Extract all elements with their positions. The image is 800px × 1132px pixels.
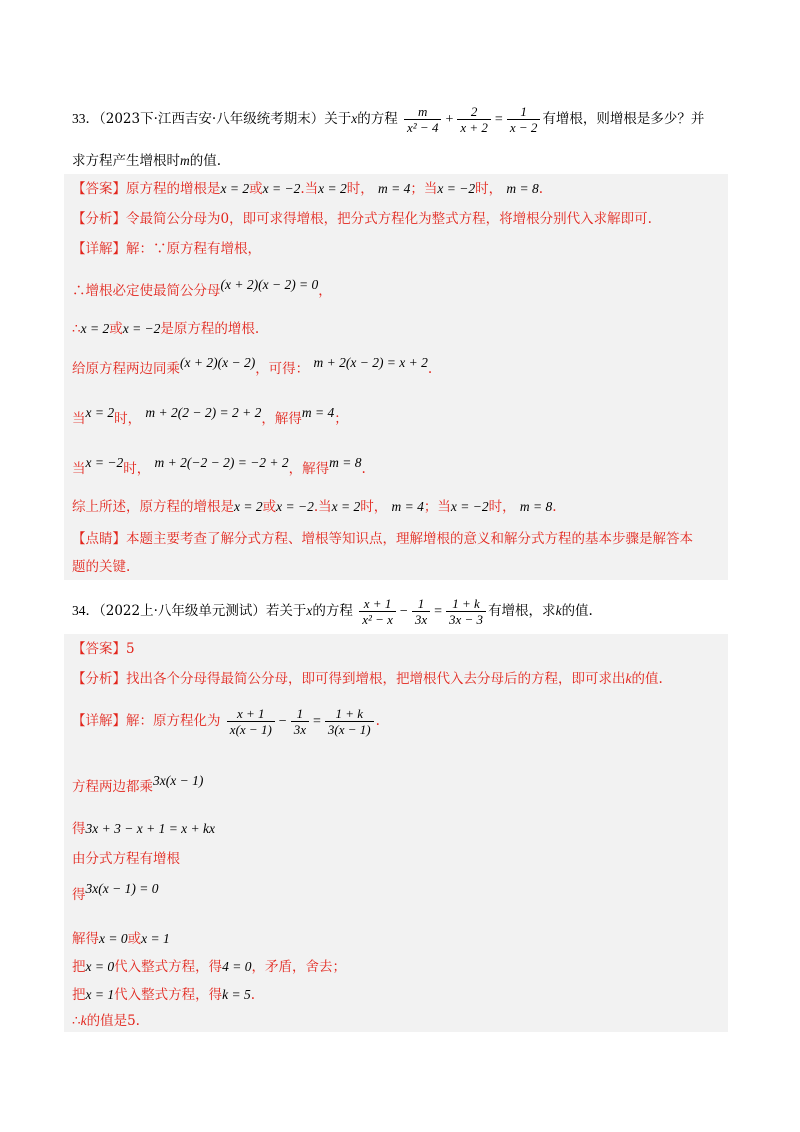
q33-eq-f3-num: 1 — [507, 104, 541, 120]
q33-stem-line2 — [72, 150, 221, 172]
q34-stem-d: 的值. — [561, 603, 593, 619]
q33-s4-d: ； — [334, 411, 348, 427]
q33-s2-b: 是原方程的增根. — [160, 321, 260, 337]
q34-s6-a: 把 — [72, 959, 86, 975]
q33-detail — [72, 238, 261, 260]
q33-s5-b: 时， — [123, 461, 151, 477]
q34-analysis — [72, 668, 663, 690]
q33-s5-m3: m = 8 — [329, 455, 362, 470]
q33-s6-a: 综上所述，原方程的增根是 — [72, 499, 234, 515]
q33-eq-plus: + — [445, 111, 454, 127]
q33-s6-or: 或 — [262, 499, 277, 515]
q34-stem-c: 有增根，求 — [488, 603, 556, 619]
q34-eq-f2-den: 3x — [414, 612, 428, 627]
q33-s2-m2: x = −2 — [122, 321, 161, 336]
q34-s6-m2: 4 = 0 — [222, 959, 252, 974]
q33-detail-text: 解：∵原方程有增根， — [126, 241, 261, 257]
q34-eq-f3-den: 3x − 3 — [449, 612, 484, 627]
q33-s6-m1: x = 2 — [234, 499, 263, 514]
q34-d-f1-den: x(x − 1) — [229, 722, 272, 737]
q34-step-5 — [72, 928, 170, 950]
q33-stem2-var: m — [180, 153, 190, 168]
q33-s1-b: ， — [318, 283, 332, 299]
q34-s6-b: 代入整式方程，得 — [114, 959, 223, 975]
q33-s4-m1: x = 2 — [85, 405, 115, 420]
q34-eq-fraction-2 — [412, 596, 430, 627]
q34-d-f2-den: 3x — [293, 722, 306, 737]
q34-detail-b: . — [375, 713, 380, 729]
q34-s7-b: 代入整式方程，得 — [114, 987, 223, 1003]
q33-s5-a: 当 — [72, 461, 86, 477]
q34-s5-or: 或 — [127, 931, 142, 947]
q33-step-1 — [72, 277, 332, 302]
q33-stem-text-c: 有增根，则增根是多少？并 — [542, 111, 705, 127]
q34-step-3 — [72, 848, 180, 870]
q34-s2-m: 3x + 3 − x + 1 = x + kx — [85, 821, 216, 836]
q34-d-f3-den: 3(x − 1) — [327, 722, 371, 737]
q34-analysis-a: 找出各个分母得最简公分母，即可得到增根，把增根代入去分母后的方程，即可求出 — [126, 671, 626, 687]
q34-s1-m: 3x(x − 1) — [153, 773, 204, 788]
q33-answer-m5: x = −2 — [437, 181, 476, 196]
q33-comment-text-2: 题的关键. — [72, 559, 131, 575]
q33-s6-b: .当 — [313, 499, 332, 515]
q33-s3-c: . — [427, 361, 433, 377]
q34-d-f2-num: 1 — [291, 706, 309, 722]
q34-detail — [72, 706, 380, 737]
q34-s5-a: 解得 — [72, 931, 99, 947]
q34-answer-tag: 【答案】 — [72, 641, 126, 657]
q33-s6-m3: x = 2 — [331, 499, 361, 514]
q33-s3-m1: (x + 2)(x − 2) — [180, 355, 256, 370]
q33-source: （2023下·江西吉安·八年级统考期末） — [99, 111, 325, 127]
q34-s8-a: ∴ — [72, 1013, 81, 1029]
q33-s3-b: ，可得： — [255, 361, 310, 377]
q34-detail-fraction-1 — [227, 706, 275, 737]
q33-s6-m6: m = 8 — [519, 499, 553, 514]
q33-stem-var: x — [351, 111, 358, 126]
q33-comment-text-1: 本题主要考查了解分式方程、增根等知识点，理解增根的意义和解分式方程的基本步骤是解答本 — [126, 531, 693, 547]
q33-s5-d: . — [361, 461, 366, 477]
q33-s4-m3: m = 4 — [301, 405, 335, 420]
q33-eq-f1-num: m — [404, 104, 441, 120]
q34-s5-m1: x = 0 — [99, 931, 128, 946]
q33-eq-f1-den: x² − 4 — [407, 120, 439, 135]
q34-eq-f3-num: 1 + k — [446, 596, 486, 612]
q33-analysis-text: 令最简公分母为0，即可求得增根，把分式方程化为整式方程，将增根分别代入求解即可. — [126, 211, 652, 227]
q34-detail-fraction-3 — [325, 706, 374, 737]
q33-eq-fraction-1 — [404, 104, 441, 135]
q33-step-3 — [72, 355, 433, 380]
q33-comment-line2 — [72, 556, 130, 578]
q34-detail-tag: 【详解】 — [72, 713, 126, 729]
q33-s5-c: ，解得 — [288, 461, 330, 477]
q33-answer-tag: 【答案】 — [72, 181, 126, 197]
q34-eq-f1-den: x² − x — [362, 612, 393, 627]
q34-answer-value: 5 — [126, 641, 135, 657]
q33-stem-text-a: 关于 — [324, 111, 352, 127]
q34-source: （2022上·八年级单元测试） — [99, 603, 266, 619]
q34-step-8 — [72, 1010, 140, 1032]
q33-s6-e: 时， — [488, 499, 516, 515]
q34-s6-m1: x = 0 — [85, 959, 115, 974]
q33-answer-f: . — [538, 181, 544, 197]
q33-stem2-a: 求方程产生增根时 — [72, 153, 180, 169]
q33-s4-m2: m + 2(2 − 2) = 2 + 2 — [145, 405, 262, 420]
q34-step-7 — [72, 984, 255, 1006]
q33-comment-line1 — [72, 528, 693, 550]
q34-s7-c: . — [250, 987, 256, 1003]
q34-s7-m1: x = 1 — [85, 987, 115, 1002]
q34-step-6 — [72, 956, 346, 978]
q34-s3: 由分式方程有增根 — [72, 851, 180, 867]
q33-s5-m2: m + 2(−2 − 2) = −2 + 2 — [154, 455, 289, 470]
q34-eq-fraction-1 — [359, 596, 396, 627]
q34-s8-var: k — [80, 1013, 87, 1028]
q34-s8-b: 的值是5. — [86, 1013, 140, 1029]
q33-s3-a: 给原方程两边同乘 — [72, 361, 180, 377]
q34-stem-b: 的方程 — [312, 603, 353, 619]
q34-eq-f2-num: 1 — [412, 596, 430, 612]
q33-answer-m1: x = 2 — [220, 181, 250, 196]
q34-s4-a: 得 — [72, 887, 86, 903]
q33-step-5 — [72, 455, 366, 480]
q34-stem-a: 若关于 — [265, 603, 307, 619]
q34-stem-var: x — [306, 603, 313, 618]
q33-answer-c: 时， — [346, 181, 374, 197]
q33-step-6 — [72, 496, 557, 518]
q33-stem-line1 — [72, 104, 704, 135]
q33-s6-f: . — [552, 499, 557, 515]
q33-answer-e: 时， — [475, 181, 503, 197]
q34-stem-var2: k — [555, 603, 562, 618]
q33-answer-b: .当 — [300, 181, 319, 197]
q33-answer-m2: x = −2 — [262, 181, 301, 196]
q33-number: 33． — [72, 111, 99, 126]
q34-step-4 — [72, 881, 159, 906]
q34-d-equals: = — [312, 713, 321, 729]
q34-step-1 — [72, 773, 204, 798]
q34-s6-c: ，矛盾，舍去； — [251, 959, 346, 975]
q33-eq-f3-den: x − 2 — [509, 120, 538, 135]
q33-s3-m2: m + 2(x − 2) = x + 2 — [313, 355, 428, 370]
q33-s6-c: 时， — [360, 499, 388, 515]
q34-eq-f1-num: x + 1 — [359, 596, 396, 612]
q34-s4-m: 3x(x − 1) = 0 — [85, 881, 159, 896]
q33-eq-equals: = — [494, 111, 503, 127]
q34-eq-equals: = — [434, 603, 443, 619]
q33-comment-tag: 【点睛】 — [72, 531, 126, 547]
q34-answer — [72, 638, 135, 660]
q33-analysis — [72, 208, 652, 230]
q33-step-2 — [72, 318, 259, 340]
q33-s2-or: 或 — [109, 321, 123, 337]
q34-stem — [72, 596, 593, 627]
q34-detail-fraction-2 — [291, 706, 309, 737]
q33-s6-d: ；当 — [423, 499, 451, 515]
q34-s2-a: 得 — [72, 821, 86, 837]
q34-s7-a: 把 — [72, 987, 86, 1003]
q34-eq-fraction-3 — [446, 596, 486, 627]
q33-eq-fraction-2 — [457, 104, 491, 135]
q33-analysis-tag: 【分析】 — [72, 211, 126, 227]
q33-s1-a: ∴增根必定使最简公分母 — [72, 283, 221, 299]
q34-number: 34． — [72, 603, 99, 618]
q34-d-f1-num: x + 1 — [227, 706, 275, 722]
q34-analysis-var: k — [625, 671, 632, 686]
q33-s2-a: ∴ — [72, 321, 81, 337]
q33-s5-m1: x = −2 — [85, 455, 124, 470]
q33-detail-tag: 【详解】 — [72, 241, 126, 257]
q34-s7-m2: k = 5 — [222, 987, 251, 1002]
q33-answer-m6: m = 8 — [506, 181, 539, 196]
q33-eq-f2-den: x + 2 — [460, 120, 488, 135]
q33-answer-d: ；当 — [410, 181, 438, 197]
q34-d-f3-num: 1 + k — [325, 706, 374, 722]
q33-answer — [72, 178, 543, 200]
q33-s4-a: 当 — [72, 411, 86, 427]
q33-stem-text-b: 的方程 — [357, 111, 398, 127]
q34-analysis-b: 的值. — [631, 671, 663, 687]
q33-answer-m4: m = 4 — [378, 181, 411, 196]
q34-step-2 — [72, 818, 215, 840]
q33-s6-m5: x = −2 — [450, 499, 489, 514]
q33-answer-a: 原方程的增根是 — [126, 181, 221, 197]
q33-eq-fraction-3 — [507, 104, 541, 135]
q33-step-4 — [72, 405, 348, 430]
q33-eq-f2-num: 2 — [457, 104, 491, 120]
q33-answer-or: 或 — [249, 181, 263, 197]
q34-analysis-tag: 【分析】 — [72, 671, 126, 687]
q34-eq-minus: − — [399, 603, 408, 619]
q33-s2-m1: x = 2 — [80, 321, 110, 336]
q34-detail-a: 解：原方程化为 — [126, 713, 221, 729]
q33-s4-b: 时， — [114, 411, 142, 427]
q34-s1-a: 方程两边都乘 — [72, 779, 153, 795]
q33-answer-m3: x = 2 — [318, 181, 347, 196]
q33-s4-c: ，解得 — [261, 411, 302, 427]
q34-d-minus: − — [278, 713, 287, 729]
q33-s6-m4: m = 4 — [391, 499, 424, 514]
q34-s5-m2: x = 1 — [141, 931, 170, 946]
q33-stem2-b: 的值. — [189, 153, 222, 169]
q33-s6-m2: x = −2 — [276, 499, 314, 514]
q33-s1-m: (x + 2)(x − 2) = 0 — [220, 277, 319, 292]
